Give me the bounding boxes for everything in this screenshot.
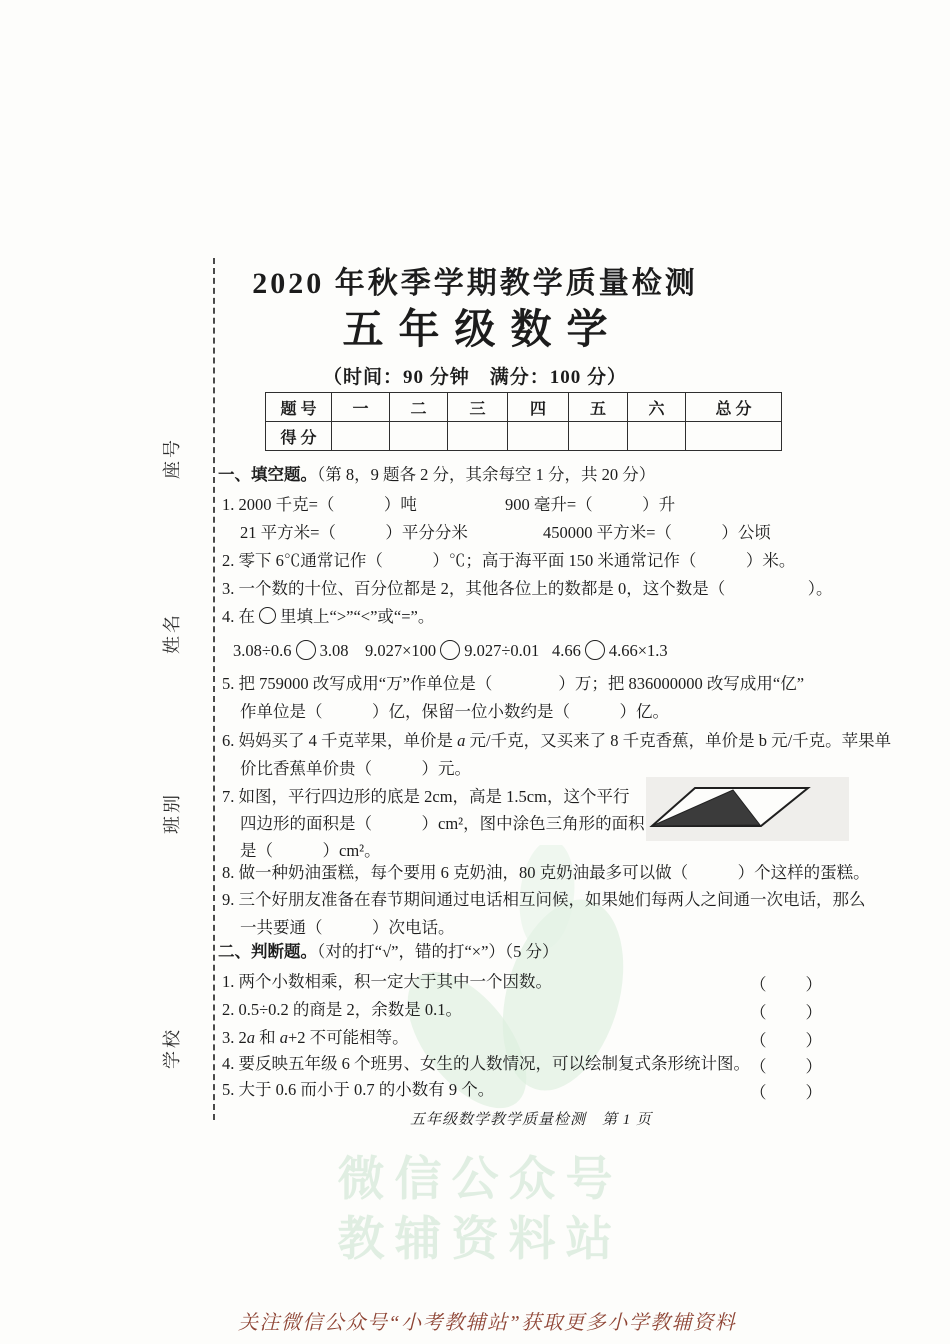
q6-variable-a: a [457,731,466,750]
comparison-left: 9.027×100 [365,641,437,660]
q4-text-pre: 4. 在 [222,607,255,626]
question-line-q8: 8. 做一种奶油蛋糕，每个要用 6 克奶油，80 克奶油最多可以做（ ）个这样的蛋糕。 [222,863,870,882]
section1-heading [218,464,655,486]
score-empty-cell [628,422,686,451]
sidebar-label-seat-number: 座号 [162,437,182,479]
judgment-item-2: 2. 0.5÷0.2 的商是 2，余数是 0.1。 [222,1000,463,1019]
score-table [265,392,782,451]
score-header-cell: 五 [569,393,628,422]
comparison-right: 4.66×1.3 [608,641,668,660]
score-empty-cell [569,422,628,451]
score-label-cell: 得 分 [266,422,332,451]
judgment-item-4: 4. 要反映五年级 6 个班男、女生的人数情况，可以绘制复式条形统计图。 [222,1054,750,1073]
comparison-right: 9.027÷0.01 [464,641,540,660]
score-empty-cell [508,422,569,451]
comparison-item-3 [552,640,668,662]
score-table-score-row [266,422,782,451]
score-table-header-row [266,393,782,422]
question-line-q7c: 是（ ）cm²。 [240,841,381,860]
question-line-q7b: 四边形的面积是（ ）cm²，图中涂色三角形的面积 [240,814,645,833]
score-header-cell: 四 [508,393,569,422]
question-line-q6a [222,730,891,752]
comparison-left: 3.08÷0.6 [233,641,292,660]
score-empty-cell [390,422,448,451]
score-header-cell: 总 分 [686,393,782,422]
comparison-left: 4.66 [552,641,581,660]
j3-text: 3. 2 [222,1028,247,1047]
section1-heading-note: （第 8，9 题各 2 分，其余每空 1 分，共 20 分） [317,465,656,484]
watermark-text-line2: 教辅资料站 [337,1212,623,1267]
score-empty-cell [686,422,782,451]
question-line-q5a: 5. 把 759000 改写成用“万”作单位是（ ）万；把 836000000 改写成用“亿” [222,674,805,693]
question-line-q5b: 作单位是（ ）亿，保留一位小数约是（ ）亿。 [240,702,669,721]
answer-parens: （ ） [750,1057,824,1076]
question-line-q6b: 价比香蕉单价贵（ ）元。 [240,759,471,778]
j3-text: 和 [255,1028,280,1047]
comparison-item-1 [233,640,348,662]
answer-parens: （ ） [750,975,824,994]
promo-line: 关注微信公众号“小考教辅站”获取更多小学教辅资料 [238,1312,737,1334]
judgment-item-3 [222,1027,409,1049]
comparison-right: 3.08 [319,641,349,660]
judgment-item-5: 5. 大于 0.6 而小于 0.7 的小数有 9 个。 [222,1080,495,1099]
comparison-item-2 [365,640,539,662]
page-title: 2020 年秋季学期教学质量检测 [252,267,698,300]
section2-heading [218,941,559,963]
answer-parens: （ ） [750,1031,824,1050]
score-header-cell: 六 [628,393,686,422]
exam-subtitle: 五年级数学 [342,306,623,352]
score-header-cell: 一 [332,393,390,422]
score-empty-cell [448,422,508,451]
section2-heading-title: 二、判断题。 [218,942,317,961]
question-line-q4 [222,606,434,628]
question-line-q1c: 21 平方米=（ ）平分分米 [240,523,468,542]
score-header-cell: 三 [448,393,508,422]
question-line-q7a: 7. 如图，平行四边形的底是 2cm，高是 1.5cm，这个平行 [222,787,630,806]
sidebar-label-name: 姓名 [162,612,182,654]
question-line-q2: 2. 零下 6℃通常记作（ ）℃；高于海平面 150 米通常记作（ ）米。 [222,551,796,570]
question-line-q1a: 1. 2000 千克=（ ）吨 [222,495,417,514]
circle-blank-icon [296,640,316,660]
sidebar-label-class: 班别 [162,792,182,834]
circle-blank-icon [585,640,605,660]
footer-page-label: 五年级数学教学质量检测 第 1 页 [410,1112,653,1128]
q4-text-post: 里填上“>”“<”或“=”。 [280,607,435,626]
question-line-q9b: 一共要通（ ）次电话。 [240,918,455,937]
j3-text: +2 不可能相等。 [288,1028,409,1047]
question-line-q1b: 900 毫升=（ ）升 [505,495,676,514]
j3-variable-a: a [279,1028,288,1047]
parallelogram-figure [645,776,850,844]
answer-parens: （ ） [750,1003,824,1022]
answer-parens: （ ） [750,1083,824,1102]
watermark-text-line1: 微信公众号 [337,1152,623,1207]
sidebar-label-school: 学校 [162,1027,182,1069]
section2-heading-note: （对的打“√”，错的打“×”）（5 分） [317,942,559,961]
q6-text: 元/千克，又买来了 8 千克香蕉，单价是 b 元/千克。苹果单 [465,731,892,750]
score-header-cell: 二 [390,393,448,422]
exam-meta: （时间：90 分钟 满分：100 分） [322,367,627,388]
section1-heading-title: 一、填空题。 [218,465,317,484]
question-line-q1d: 450000 平方米=（ ）公顷 [543,523,771,542]
circle-blank-icon [440,640,460,660]
j3-variable-a: a [246,1028,255,1047]
q6-text: 6. 妈妈买了 4 千克苹果，单价是 [222,731,458,750]
judgment-item-1: 1. 两个小数相乘，积一定大于其中一个因数。 [222,972,552,991]
circle-blank-icon [259,607,276,624]
question-line-q3: 3. 一个数的十位、百分位都是 2，其他各位上的数都是 0，这个数是（ ）。 [222,579,833,598]
score-empty-cell [332,422,390,451]
question-line-q9a: 9. 三个好朋友准备在春节期间通过电话相互问候，如果她们每两人之间通一次电话，那么 [222,890,866,909]
score-header-cell: 题 号 [266,393,332,422]
